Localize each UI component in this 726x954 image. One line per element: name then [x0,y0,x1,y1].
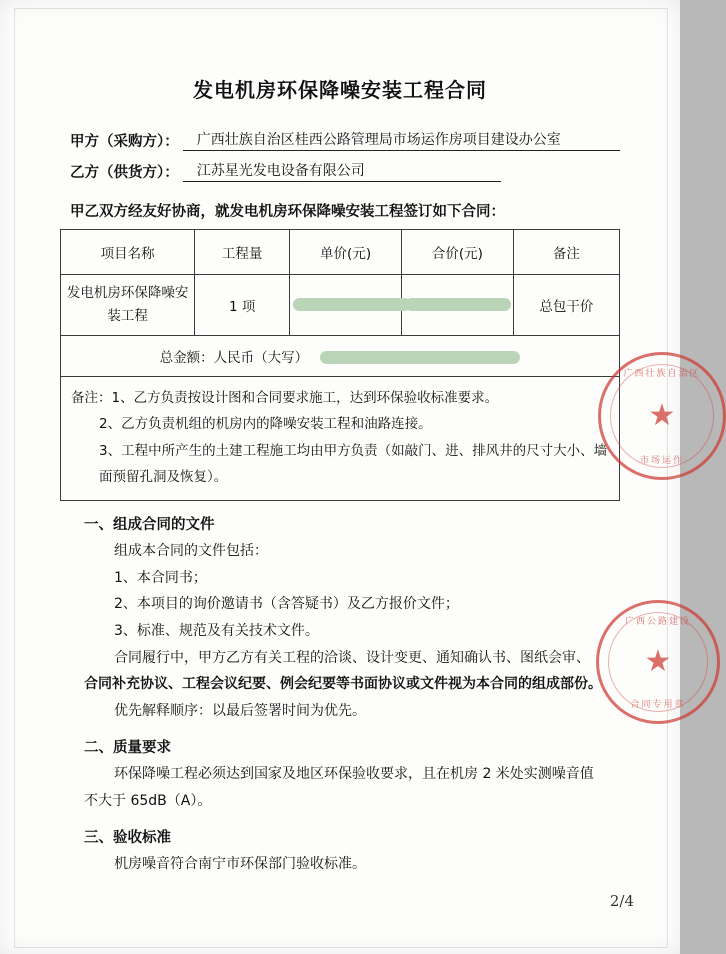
th-project-name: 项目名称 [61,230,195,275]
total-amount-label: 总金额：人民币（大写） [159,349,309,366]
section1-para-3: 合同补充协议、工程会议纪要、例会纪要等书面协议或文件视为本合同的组成部份。 [84,676,602,693]
document-content [60,60,620,878]
cell-note: 总包干价 [513,275,619,336]
remark-text-1: 1、乙方负责按设计图和合同要求施工，达到环保验收标准要求。 [111,389,499,406]
section3-para-1: 机房噪音符合南宁市环保部门验收标准。 [114,856,366,873]
table-remark-row [61,376,620,500]
cell-remarks [61,376,620,500]
remark-line-2: 2、乙方负责机组的机房内的降噪安装工程和油路连接。 [99,416,432,433]
party-value-supplier: 江苏星光发电设备有限公司 [183,160,501,182]
th-quantity: 工程量 [195,230,290,275]
cell-total-price [401,275,513,336]
seal-bottom-text: 市场运作 [639,456,684,466]
redaction-mark [293,298,411,311]
th-note: 备注 [513,230,619,275]
table-row [61,275,620,336]
section-title-2: 二、质量要求 [84,740,171,757]
remark-line-1 [71,385,609,411]
party-row-supplier [70,160,620,182]
section2-para-2: 不大于 65dB（A）。 [84,792,212,809]
section-contract-documents [60,513,620,724]
cell-project-name: 发电机房环保降噪安装工程 [61,275,195,336]
page-title: 发电机房环保降噪安装工程合同 [193,78,487,102]
section1-para-1: 组成本合同的文件包括： [114,543,268,560]
section1-item-3: 3、标准、规范及有关技术文件。 [114,622,319,639]
party-label-supplier: 乙方（供货方）： [70,165,179,181]
cell-quantity: 1 项 [195,275,290,336]
seal-bottom-text: 合同专用章 [630,700,686,710]
th-total-price: 合价(元) [401,230,513,275]
contract-table [60,229,620,501]
remark-label: 备注： [71,389,112,406]
seal-top-text: 广西公路建设 [624,617,691,627]
th-unit-price: 单价(元) [290,230,402,275]
star-icon: ★ [644,644,672,679]
section-title-1: 一、组成合同的文件 [84,517,215,534]
section-acceptance-standard [60,826,620,878]
party-row-buyer [70,129,620,151]
cell-unit-price [290,275,402,336]
seal-top-text: 广西壮族自治区 [623,369,701,379]
section2-para-1: 环保降噪工程必须达到国家及地区环保验收要求，且在机房 2 米处实测噪音值 [114,766,594,783]
redaction-mark [405,298,511,311]
page-number: 2/4 [609,892,634,910]
table-header-row [61,230,620,275]
party-label-buyer: 甲方（采购方）： [70,134,179,150]
party-value-buyer: 广西壮族自治区桂西公路管理局市场运作房项目建设办公室 [183,129,620,151]
table-total-row [61,335,620,376]
cell-total-amount [61,335,620,376]
section1-item-2: 2、本项目的询价邀请书（含答疑书）及乙方报价文件； [114,596,459,613]
section1-item-1: 1、本合同书； [114,569,207,586]
section1-para-2: 合同履行中，甲方乙方有关工程的洽谈、设计变更、通知确认书、图纸会审、 [114,649,590,666]
redaction-mark [320,351,520,364]
agreement-statement: 甲乙双方经友好协商，就发电机房环保降噪安装工程签订如下合同： [70,204,505,220]
remark-line-3: 3、工程中所产生的土建工程施工均由甲方负责（如敲门、进、排风井的尺寸大小、墙面预留孔洞及恢复）。 [99,442,608,485]
section-quality-requirements [60,736,620,814]
star-icon: ★ [648,398,676,433]
section1-para-4: 优先解释顺序：以最后签署时间为优先。 [114,702,366,719]
section-title-3: 三、验收标准 [84,830,171,847]
